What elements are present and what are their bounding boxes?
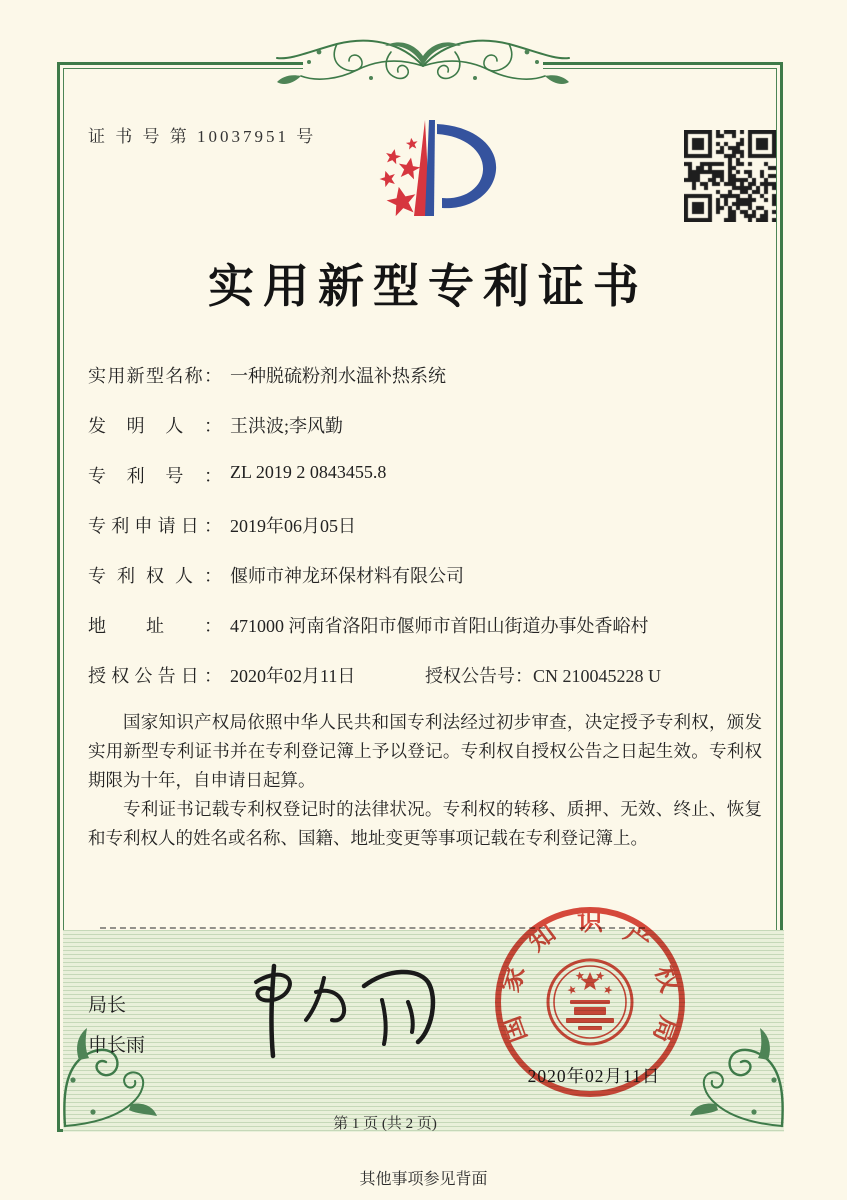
field-value: 一种脱硫粉剂水温补热系统	[230, 366, 446, 386]
field-row-name	[88, 362, 760, 412]
svg-text:国: 国	[496, 1012, 533, 1047]
field-value: 471000 河南省洛阳市偃师市首阳山街道办事处香峪村	[230, 616, 649, 636]
legal-paragraph-1: 国家知识产权局依照中华人民共和国专利法经过初步审查，决定授予专利权，颁发实用新型专利证书并在专利登记簿上予以登记。专利权自授权公告之日起生效。专利权期限为十年，自申请日起算。	[88, 712, 762, 790]
certificate-number: 证 书 号 第 10037951 号	[88, 127, 317, 146]
svg-text:产: 产	[618, 918, 658, 957]
svg-text:权: 权	[649, 962, 685, 996]
svg-text:家: 家	[495, 962, 531, 996]
field-label: 授权公告日：	[88, 666, 222, 686]
floral-ornament-top	[273, 32, 573, 94]
field-value: 2019年06月05日	[230, 516, 356, 536]
officer-title: 局长	[88, 995, 127, 1016]
back-side-note: 其他事项参见背面	[359, 1171, 488, 1188]
grant-number	[425, 662, 661, 688]
commissioner-signature	[212, 952, 452, 1062]
field-list	[88, 362, 760, 712]
svg-text:知: 知	[522, 918, 562, 957]
field-label: 授权公告号：	[425, 666, 533, 686]
certificate-title: 实用新型专利证书	[208, 261, 648, 312]
field-row-filing-date	[88, 512, 760, 562]
field-value: 王洪波;李风勤	[230, 416, 344, 436]
field-row-patentee	[88, 562, 760, 612]
field-label: 发明人：	[88, 416, 222, 436]
grant-no-value: CN 210045228 U	[533, 666, 662, 686]
field-row-address	[88, 612, 760, 662]
officer-name: 申长雨	[88, 1035, 146, 1056]
cnipa-logo-icon	[362, 112, 512, 230]
legal-paragraph-2: 专利证书记载专利权登记时的法律状况。专利权的转移、质押、无效、终止、恢复和专利权人的姓名或名称、国籍、地址变更等事项记载在专利登记簿上。	[88, 799, 762, 848]
grant-date-value: 2020年02月11日	[230, 666, 356, 686]
field-label: 专利权人：	[88, 566, 222, 586]
field-row-patent-no	[88, 462, 760, 512]
svg-text:识: 识	[576, 907, 604, 936]
seal-date: 2020年02月11日	[527, 1066, 661, 1086]
svg-text:局: 局	[647, 1012, 684, 1047]
qr-code	[684, 130, 776, 222]
page-number: 第 1 页 (共 2 页)	[333, 1116, 437, 1132]
field-value: ZL 2019 2 0843455.8	[230, 462, 387, 482]
field-label: 地址：	[88, 616, 222, 636]
field-row-inventors	[88, 412, 760, 462]
field-label: 专利号：	[88, 466, 222, 486]
field-label: 实用新型名称：	[88, 366, 222, 386]
field-row-grant	[88, 662, 760, 712]
legal-text	[88, 708, 762, 853]
field-value: 偃师市神龙环保材料有限公司	[230, 566, 464, 586]
field-label: 专利申请日：	[88, 516, 222, 536]
